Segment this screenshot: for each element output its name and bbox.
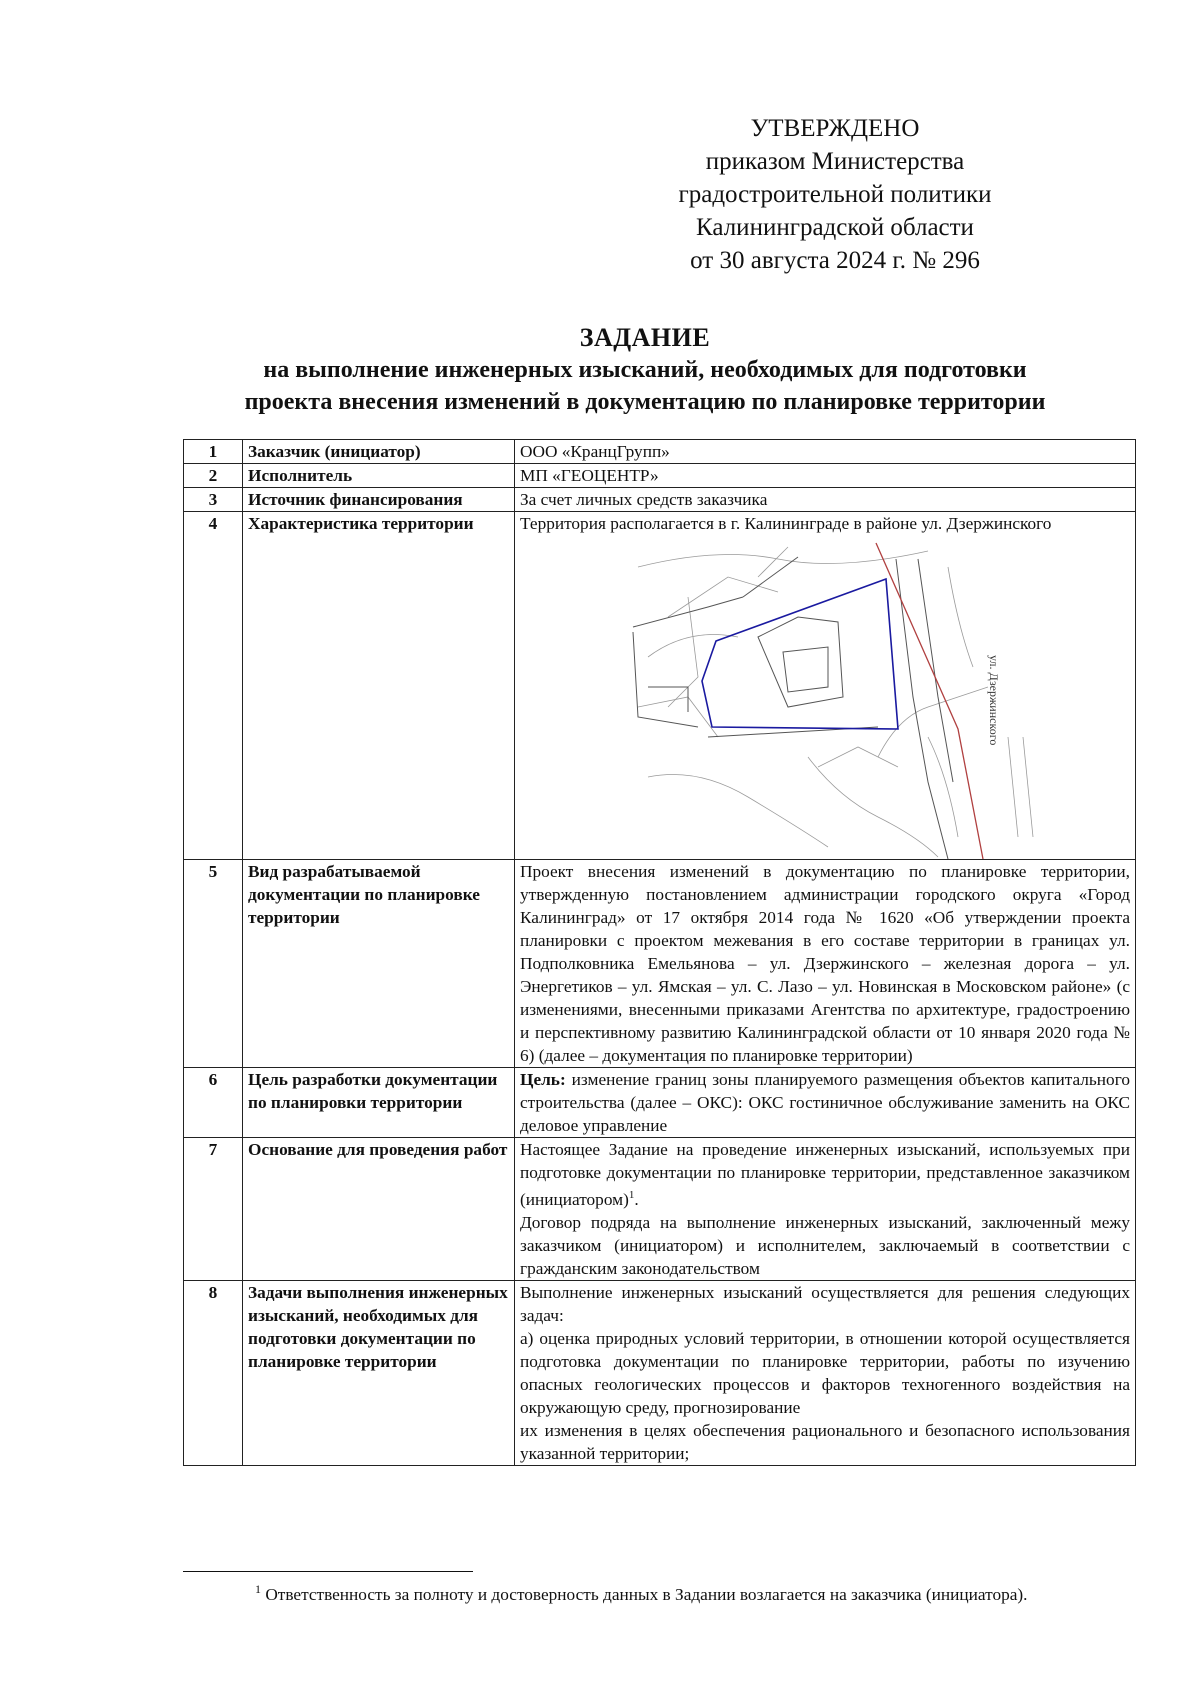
table-row: [184, 440, 1136, 464]
approval-line: от 30 августа 2024 г. № 296: [690, 247, 980, 274]
table-row: [184, 512, 1136, 860]
footnote: [183, 1583, 1136, 1606]
table-row: [184, 1138, 1136, 1281]
footnote-divider: [183, 1571, 473, 1572]
row-label: Вид разрабатываемой документации по планировке территории: [243, 860, 515, 1068]
title-main: ЗАДАНИЕ: [579, 323, 711, 352]
row-value-paragraph: Договор подряда на выполнение инженерных изысканий, заключенный межу заказчиком (инициатором) и исполнителем, заключаемый в соответствии с гражданским законодательством: [520, 1212, 1130, 1278]
approval-line: Калининградской области: [696, 214, 974, 241]
table-row: [184, 1280, 1136, 1465]
row-value-text: Настоящее Задание на проведение инженерных изысканий, используемых при подготовке документации по планировке территории, представленное заказчиком (инициатором): [520, 1140, 1130, 1209]
row-value-cell: [515, 1280, 1136, 1465]
table-row: [184, 488, 1136, 512]
footnote-mark: 1: [255, 1582, 261, 1597]
task-table: [183, 439, 1136, 1466]
row-value-cell: [515, 512, 1136, 860]
row-number: 2: [184, 464, 243, 488]
row-value-paragraph: их изменения в целях обеспечения рационального и безопасного использования указанной территории;: [520, 1420, 1130, 1463]
row-value-cell: [515, 1138, 1136, 1281]
approval-line: градостроительной политики: [678, 181, 992, 208]
row-value-cell: [515, 1068, 1136, 1138]
row-value: За счет личных средств заказчика: [515, 488, 1136, 512]
row-value: Территория располагается в г. Калининграде в районе ул. Дзержинского: [520, 514, 1052, 533]
row-label: Характеристика территории: [243, 512, 515, 860]
row-value-paragraph: Выполнение инженерных изысканий осуществляется для решения следующих задач:: [520, 1282, 1130, 1325]
row-label: Основание для проведения работ: [243, 1138, 515, 1281]
row-value-text-end: .: [634, 1189, 639, 1209]
goal-label: Цель:: [520, 1070, 566, 1089]
approval-line: УТВЕРЖДЕНО: [750, 115, 920, 142]
row-number: 1: [184, 440, 243, 464]
row-value: Проект внесения изменений в документацию по планировке территории, утвержденную постановлением администрации городского округа «Город Калининград» от 17 октября 2014 года № 1620 «Об утверждении проекта планировки с проектом межевания в его составе территории в границах ул. Подполковника Емельянова – ул. Дзержинского – железная дорога – ул. Энергетиков – ул. Ямская – ул. С. Лазо – ул. Новинская в Московском районе» (с изменениями, внесенными приказами Агентства по архитектуре, градостроению и перспективному развитию Калининградской области от 10 января 2020 года № 6) (далее – документация по планировке территории): [515, 860, 1136, 1068]
row-number: 5: [184, 860, 243, 1068]
footnote-reference: 1: [628, 1189, 635, 1201]
row-label: Цель разработки документации по планировки территории: [243, 1068, 515, 1138]
map-street-label: ул. Дзержинского: [987, 655, 1001, 746]
row-label: Исполнитель: [243, 464, 515, 488]
title-line-2: на выполнение инженерных изысканий, необходимых для подготовки: [263, 357, 1027, 383]
row-label: Заказчик (инициатор): [243, 440, 515, 464]
row-value: изменение границ зоны планируемого размещения объектов капитального строительства (далее – ОКС): ОКС гостиничное обслуживание заменить на ОКС деловое управление: [520, 1070, 1130, 1135]
row-value: ООО «КранцГрупп»: [515, 440, 1136, 464]
table-row: [184, 1068, 1136, 1138]
row-number: 7: [184, 1138, 243, 1281]
row-value-paragraph: а) оценка природных условий территории, в отношении которой осуществляется подготовка документации по планировке территории, работы по изучению опасных геологических процессов и факторов техногенного воздействия на окружающую среду, прогнозирование: [520, 1328, 1130, 1417]
row-number: 4: [184, 512, 243, 860]
document-title: [150, 322, 1140, 418]
territory-map: [628, 537, 1073, 859]
row-number: 3: [184, 488, 243, 512]
footnote-text: Ответственность за полноту и достоверность данных в Задании возлагается на заказчика (инициатора).: [265, 1585, 1028, 1604]
title-line-3: проекта внесения изменений в документацию по планировке территории: [244, 389, 1046, 415]
table-row: [184, 860, 1136, 1068]
row-value: МП «ГЕОЦЕНТР»: [515, 464, 1136, 488]
approval-line: приказом Министерства: [705, 148, 965, 175]
row-label: Источник финансирования: [243, 488, 515, 512]
row-value-paragraph: [520, 1138, 1130, 1211]
row-number: 8: [184, 1280, 243, 1465]
row-number: 6: [184, 1068, 243, 1138]
approval-block: [640, 112, 1030, 277]
table-row: [184, 464, 1136, 488]
row-label: Задачи выполнения инженерных изысканий, необходимых для подготовки документации по планировке территории: [243, 1280, 515, 1465]
